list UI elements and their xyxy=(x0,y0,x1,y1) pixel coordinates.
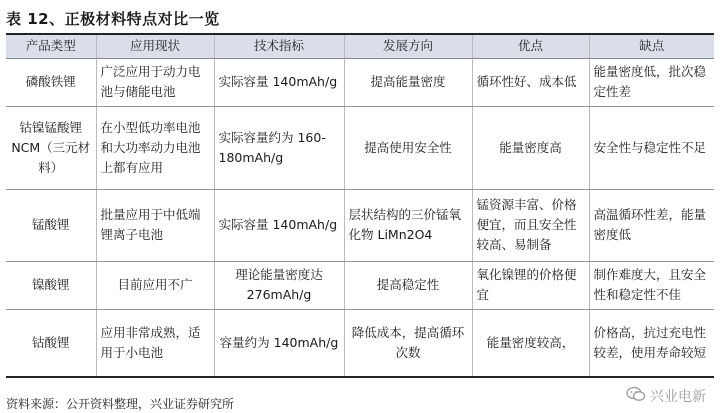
header-cons: 缺点 xyxy=(589,34,714,58)
table-row xyxy=(6,261,714,309)
cell-application: 广泛应用于动力电池与储能电池 xyxy=(96,58,214,106)
cell-direction: 降低成本，提高循环次数 xyxy=(344,309,472,377)
cell-direction: 层状结构的三价锰氧化物 LiMn2O4 xyxy=(344,189,472,261)
table-row xyxy=(6,58,714,106)
wechat-icon xyxy=(626,386,646,406)
table-row xyxy=(6,106,714,189)
comparison-table xyxy=(6,33,714,378)
table-row xyxy=(6,189,714,261)
cell-direction: 提高稳定性 xyxy=(344,261,472,309)
cell-spec: 实际容量约为 160-180mAh/g xyxy=(214,106,344,189)
table-title: 表 12、正极材料特点对比一览 xyxy=(6,10,220,28)
cell-application: 批量应用于中低端锂离子电池 xyxy=(96,189,214,261)
cell-application: 目前应用不广 xyxy=(96,261,214,309)
cell-application: 应用非常成熟，适用于小电池 xyxy=(96,309,214,377)
cell-product-type: 磷酸铁锂 xyxy=(6,58,96,106)
header-direction: 发展方向 xyxy=(344,34,472,58)
cell-spec: 实际容量 140mAh/g xyxy=(214,189,344,261)
header-product-type: 产品类型 xyxy=(6,34,96,58)
table-header-row xyxy=(6,34,714,58)
watermark xyxy=(626,386,706,406)
header-application: 应用现状 xyxy=(96,34,214,58)
cell-spec: 实际容量 140mAh/g xyxy=(214,58,344,106)
source-note: 资料来源：公开资料整理，兴业证券研究所 xyxy=(6,397,235,411)
cell-cons: 安全性与稳定性不足 xyxy=(589,106,714,189)
cell-product-type: 钴镍锰酸锂 NCM（三元材料） xyxy=(6,106,96,189)
cell-pros: 锰资源丰富、价格便宜，而且安全性较高、易制备 xyxy=(472,189,589,261)
cell-cons: 价格高，抗过充电性较差，使用寿命较短 xyxy=(589,309,714,377)
cell-cons: 制作难度大，且安全性和稳定性不佳 xyxy=(589,261,714,309)
cell-cons: 能量密度低，批次稳定性差 xyxy=(589,58,714,106)
cell-cons: 高温循环性差，能量密度低 xyxy=(589,189,714,261)
header-pros: 优点 xyxy=(472,34,589,58)
cell-pros: 氧化镍锂的价格便宜 xyxy=(472,261,589,309)
cell-pros: 能量密度较高， xyxy=(472,309,589,377)
cell-direction: 提高使用安全性 xyxy=(344,106,472,189)
cell-product-type: 钴酸锂 xyxy=(6,309,96,377)
cell-direction: 提高能量密度 xyxy=(344,58,472,106)
cell-product-type: 镍酸锂 xyxy=(6,261,96,309)
cell-pros: 能量密度高 xyxy=(472,106,589,189)
cell-spec: 理论能量密度达 276mAh/g xyxy=(214,261,344,309)
header-spec: 技术指标 xyxy=(214,34,344,58)
watermark-text: 兴业电新 xyxy=(650,389,706,405)
cell-spec: 容量约为 140mAh/g xyxy=(214,309,344,377)
table-row xyxy=(6,309,714,377)
cell-pros: 循环性好、成本低 xyxy=(472,58,589,106)
cell-product-type: 锰酸锂 xyxy=(6,189,96,261)
cell-application: 在小型低功率电池和大功率动力电池上都有应用 xyxy=(96,106,214,189)
